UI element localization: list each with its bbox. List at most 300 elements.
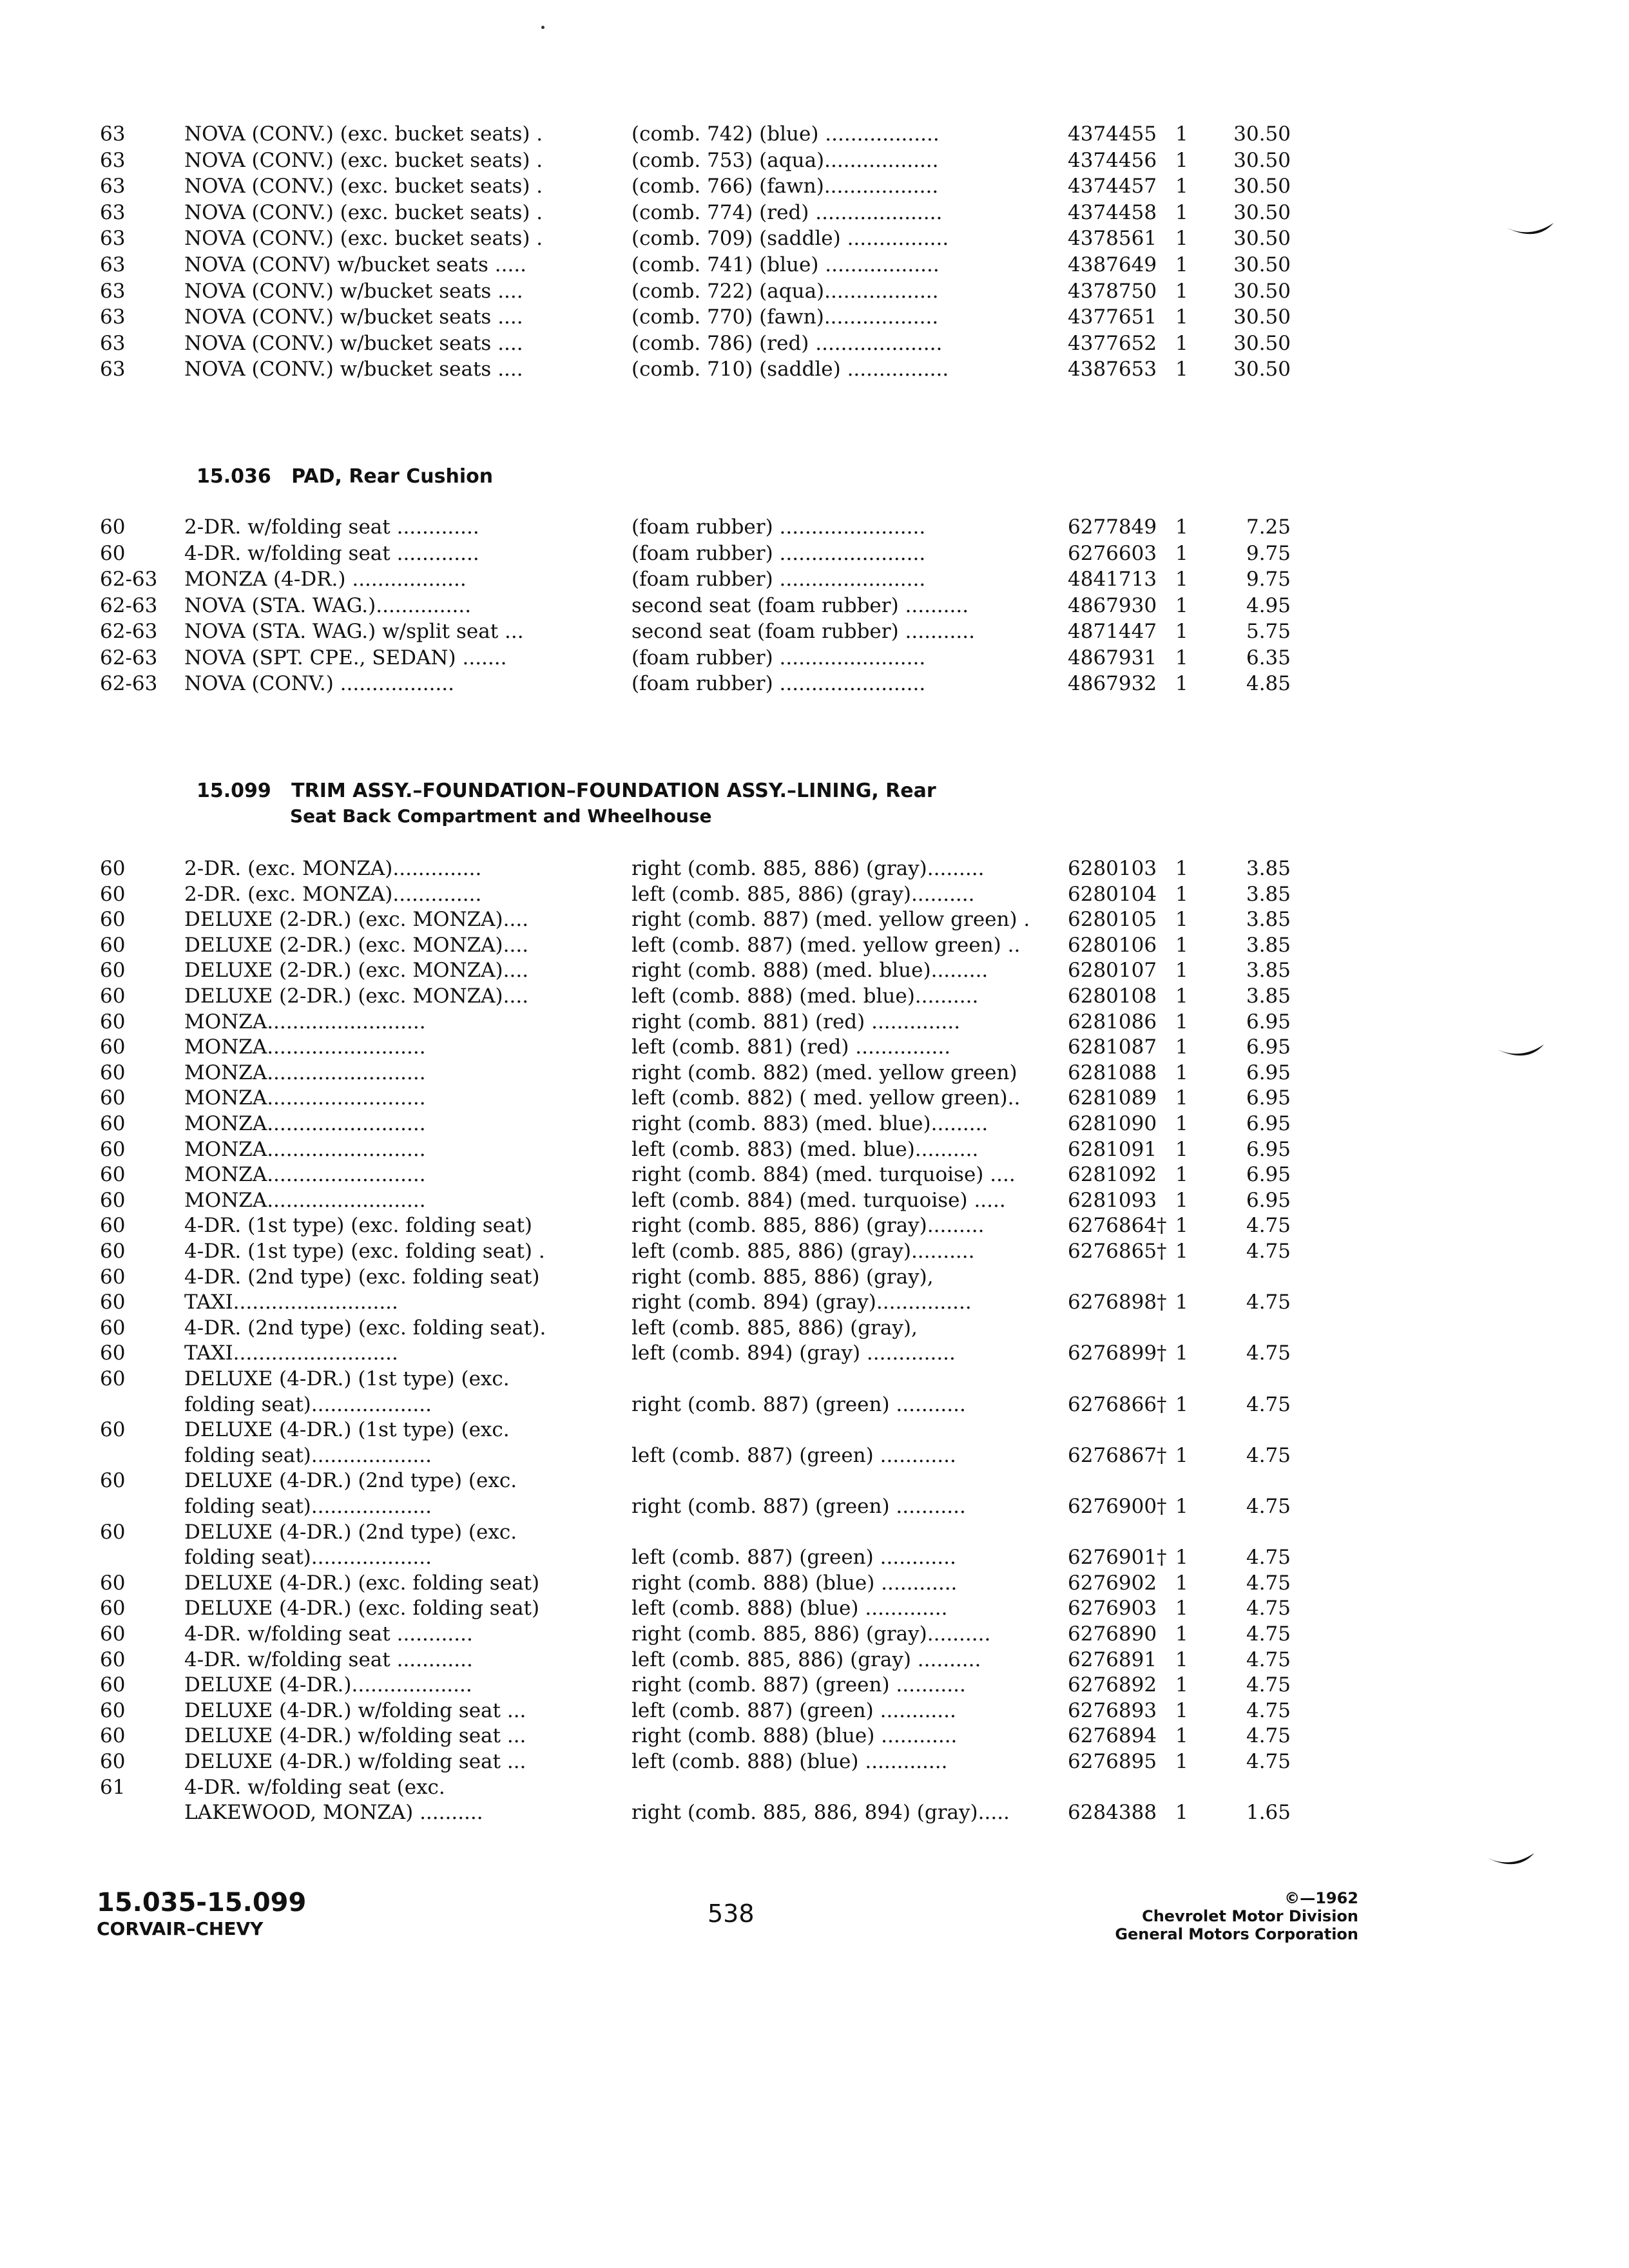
model-year: 60 <box>100 1240 126 1263</box>
model-description: DELUXE (4-DR.) (exc. folding seat) <box>184 1571 540 1595</box>
price: 3.85 <box>1246 933 1291 957</box>
quantity: 1 <box>1175 305 1188 329</box>
part-description: right (comb. 887) (med. yellow green) . <box>631 908 1030 932</box>
model-description: NOVA (CONV.) w/bucket seats .... <box>184 331 523 355</box>
model-description: NOVA (CONV.) w/bucket seats .... <box>184 279 523 303</box>
table-row <box>0 1392 1629 1418</box>
footer-series-text: CORVAIR–CHEVY <box>97 1918 264 1939</box>
part-description: (foam rubber) ....................... <box>631 672 926 695</box>
part-description: right (comb. 888) (med. blue)......... <box>631 959 988 983</box>
model-year: 63 <box>100 200 126 224</box>
table-row <box>0 1009 1629 1035</box>
model-description: DELUXE (2-DR.) (exc. MONZA).... <box>184 908 529 932</box>
model-year: 61 <box>100 1775 126 1799</box>
quantity: 1 <box>1175 1010 1188 1033</box>
quantity: 1 <box>1175 1341 1188 1365</box>
price: 4.75 <box>1246 1291 1291 1314</box>
table-row <box>0 907 1629 932</box>
table-row <box>0 200 1629 226</box>
part-description: (comb. 722) (aqua).................. <box>631 279 939 303</box>
model-description: NOVA (SPT. CPE., SEDAN) ....... <box>184 646 507 669</box>
part-number: 4867930 <box>1068 593 1157 617</box>
part-description: left (comb. 885, 886) (gray) .......... <box>631 1648 981 1671</box>
price: 4.75 <box>1246 1597 1291 1620</box>
model-description: 4-DR. (1st type) (exc. folding seat) <box>184 1214 533 1238</box>
part-number: 6280108 <box>1068 985 1157 1008</box>
section-heading-trim-assy <box>197 780 936 802</box>
model-year: 60 <box>100 1163 126 1187</box>
model-description: NOVA (CONV.) .................. <box>184 672 455 695</box>
model-year: 63 <box>100 358 126 381</box>
model-year: 63 <box>100 148 126 172</box>
part-number: 4871447 <box>1068 620 1157 643</box>
part-number: 6276901† <box>1068 1546 1167 1570</box>
quantity: 1 <box>1175 568 1188 591</box>
model-year: 62-63 <box>100 593 158 617</box>
price: 6.95 <box>1246 1188 1291 1212</box>
section-heading-pad-rear-cushion <box>197 465 493 488</box>
part-number: 6280105 <box>1068 908 1157 932</box>
model-year: 60 <box>100 1035 126 1059</box>
model-description: DELUXE (2-DR.) (exc. MONZA).... <box>184 933 529 957</box>
price: 30.50 <box>1233 227 1291 251</box>
model-description: NOVA (CONV.) (exc. bucket seats) . <box>184 148 543 172</box>
part-number: 4377651 <box>1068 305 1157 329</box>
quantity: 1 <box>1175 1291 1188 1314</box>
quantity: 1 <box>1175 1546 1188 1570</box>
part-description: (comb. 742) (blue) .................. <box>631 122 940 146</box>
quantity: 1 <box>1175 1673 1188 1697</box>
table-row <box>0 252 1629 278</box>
price: 6.95 <box>1246 1061 1291 1084</box>
model-year: 63 <box>100 253 126 276</box>
table-row <box>0 121 1629 147</box>
table-row <box>0 1111 1629 1137</box>
price: 30.50 <box>1233 253 1291 276</box>
part-number: 6276900† <box>1068 1495 1167 1518</box>
quantity: 1 <box>1175 1750 1188 1773</box>
model-description: NOVA (CONV.) (exc. bucket seats) . <box>184 175 543 198</box>
model-description: MONZA......................... <box>184 1061 426 1084</box>
part-description: left (comb. 888) (med. blue).......... <box>631 985 979 1008</box>
price: 4.75 <box>1246 1698 1291 1722</box>
part-number: 6280103 <box>1068 857 1157 880</box>
part-number: 4374457 <box>1068 175 1157 198</box>
quantity: 1 <box>1175 1137 1188 1161</box>
part-description: right (comb. 885, 886, 894) (gray)..... <box>631 1801 1010 1825</box>
part-description: right (comb. 881) (red) .............. <box>631 1010 961 1033</box>
table-row <box>0 1060 1629 1086</box>
quantity: 1 <box>1175 358 1188 381</box>
model-description: DELUXE (4-DR.) w/folding seat ... <box>184 1750 526 1773</box>
model-description: DELUXE (4-DR.) (2nd type) (exc. <box>184 1520 517 1544</box>
table-row <box>0 1187 1629 1213</box>
model-description: 4-DR. (2nd type) (exc. folding seat). <box>184 1316 546 1340</box>
model-description: folding seat)................... <box>184 1495 432 1518</box>
model-year: 60 <box>100 1291 126 1314</box>
part-description: right (comb. 884) (med. turquoise) .... <box>631 1163 1016 1187</box>
table-row <box>0 1366 1629 1392</box>
model-year: 60 <box>100 1622 126 1646</box>
table-row <box>0 514 1629 540</box>
price: 4.85 <box>1246 672 1291 695</box>
model-year: 60 <box>100 1597 126 1620</box>
part-description: left (comb. 888) (blue) ............. <box>631 1750 948 1773</box>
quantity: 1 <box>1175 331 1188 355</box>
model-description: DELUXE (4-DR.) (2nd type) (exc. <box>184 1469 517 1493</box>
price: 6.95 <box>1246 1035 1291 1059</box>
price: 30.50 <box>1233 175 1291 198</box>
footer-range <box>97 1888 306 1917</box>
part-number: 6281087 <box>1068 1035 1157 1059</box>
part-number: 6277849 <box>1068 515 1157 539</box>
part-number: 6281089 <box>1068 1086 1157 1110</box>
model-description: folding seat)................... <box>184 1392 432 1416</box>
table-row <box>0 645 1629 671</box>
part-description: left (comb. 885, 886) (gray).......... <box>631 1240 975 1263</box>
model-year: 62-63 <box>100 620 158 643</box>
quantity: 1 <box>1175 933 1188 957</box>
table-row <box>0 1137 1629 1162</box>
model-year: 62-63 <box>100 672 158 695</box>
table-row <box>0 1544 1629 1570</box>
model-description: DELUXE (4-DR.) w/folding seat ... <box>184 1724 526 1748</box>
table-row <box>0 1238 1629 1264</box>
table-row <box>0 148 1629 173</box>
part-description: left (comb. 885, 886) (gray).......... <box>631 882 975 906</box>
part-number: 6281090 <box>1068 1112 1157 1135</box>
part-number: 6276902 <box>1068 1571 1157 1595</box>
part-number: 6280104 <box>1068 882 1157 906</box>
table-row <box>0 1162 1629 1187</box>
part-number: 6276866† <box>1068 1392 1167 1416</box>
table-row <box>0 1723 1629 1749</box>
quantity: 1 <box>1175 1698 1188 1722</box>
quantity: 1 <box>1175 227 1188 251</box>
quantity: 1 <box>1175 1571 1188 1595</box>
part-description: (comb. 786) (red) .................... <box>631 331 943 355</box>
price: 4.75 <box>1246 1622 1291 1646</box>
model-description: TAXI.......................... <box>184 1291 398 1314</box>
part-number: 6276899† <box>1068 1341 1167 1365</box>
model-description: 4-DR. w/folding seat (exc. <box>184 1775 445 1799</box>
part-number: 4377652 <box>1068 331 1157 355</box>
model-year: 60 <box>100 1112 126 1135</box>
table-row <box>0 1264 1629 1290</box>
model-year: 60 <box>100 1520 126 1544</box>
part-number: 6280107 <box>1068 959 1157 983</box>
price: 4.75 <box>1246 1240 1291 1263</box>
table-row <box>0 671 1629 697</box>
price: 1.65 <box>1246 1801 1291 1825</box>
part-description: (comb. 766) (fawn).................. <box>631 175 939 198</box>
price: 3.85 <box>1246 985 1291 1008</box>
part-description: right (comb. 888) (blue) ............ <box>631 1724 958 1748</box>
part-number: 6276603 <box>1068 541 1157 565</box>
table-row <box>0 1034 1629 1060</box>
model-description: 4-DR. w/folding seat ............ <box>184 1648 473 1671</box>
model-description: MONZA (4-DR.) .................. <box>184 568 467 591</box>
model-description: 4-DR. (2nd type) (exc. folding seat) <box>184 1265 540 1289</box>
table-row <box>0 226 1629 251</box>
model-year: 60 <box>100 857 126 880</box>
table-row <box>0 1519 1629 1545</box>
table-row <box>0 541 1629 566</box>
footer-series <box>97 1918 263 1939</box>
model-description: folding seat)................... <box>184 1443 432 1467</box>
table-row <box>0 566 1629 592</box>
model-year: 60 <box>100 959 126 983</box>
part-description: left (comb. 887) (green) ............ <box>631 1698 956 1722</box>
model-year: 60 <box>100 1010 126 1033</box>
quantity: 1 <box>1175 646 1188 669</box>
part-number: 4841713 <box>1068 568 1157 591</box>
part-description: second seat (foam rubber) .......... <box>631 593 969 617</box>
part-number: 6276893 <box>1068 1698 1157 1722</box>
table-row <box>0 1698 1629 1724</box>
part-description: (comb. 741) (blue) .................. <box>631 253 940 276</box>
model-description: DELUXE (4-DR.) (exc. folding seat) <box>184 1597 540 1620</box>
table-row <box>0 1621 1629 1647</box>
section-subtitle: Seat Back Compartment and Wheelhouse <box>290 805 712 827</box>
model-description: MONZA......................... <box>184 1086 426 1110</box>
price: 3.85 <box>1246 857 1291 880</box>
quantity: 1 <box>1175 1622 1188 1646</box>
model-description: DELUXE (4-DR.) (1st type) (exc. <box>184 1367 510 1390</box>
part-description: left (comb. 884) (med. turquoise) ..... <box>631 1188 1006 1212</box>
copyright: ©—1962 <box>1284 1889 1358 1907</box>
price: 30.50 <box>1233 331 1291 355</box>
price: 6.95 <box>1246 1010 1291 1033</box>
part-description: right (comb. 888) (blue) ............ <box>631 1571 958 1595</box>
part-number: 4374456 <box>1068 148 1157 172</box>
section-title: TRIM ASSY.–FOUNDATION–FOUNDATION ASSY.–LINING, Rear <box>291 780 936 802</box>
part-number: 6276895 <box>1068 1750 1157 1773</box>
price: 6.95 <box>1246 1086 1291 1110</box>
part-description: right (comb. 885, 886) (gray).......... <box>631 1622 991 1646</box>
quantity: 1 <box>1175 593 1188 617</box>
model-description: MONZA......................... <box>184 1137 426 1161</box>
part-description: left (comb. 887) (med. yellow green) .. <box>631 933 1021 957</box>
part-description: left (comb. 887) (green) ............ <box>631 1443 956 1467</box>
quantity: 1 <box>1175 175 1188 198</box>
model-year: 60 <box>100 541 126 565</box>
part-number: 6281091 <box>1068 1137 1157 1161</box>
model-year: 63 <box>100 305 126 329</box>
speck-mark <box>541 26 545 29</box>
model-year: 60 <box>100 515 126 539</box>
model-description: DELUXE (2-DR.) (exc. MONZA).... <box>184 985 529 1008</box>
price: 9.75 <box>1246 568 1291 591</box>
price: 4.75 <box>1246 1750 1291 1773</box>
model-description: MONZA......................... <box>184 1010 426 1033</box>
part-number: 4374458 <box>1068 200 1157 224</box>
table-row <box>0 173 1629 199</box>
binder-hole-mark-3 <box>1485 1849 1537 1875</box>
page-number-text: 538 <box>708 1899 755 1928</box>
model-year: 60 <box>100 1750 126 1773</box>
quantity: 1 <box>1175 1392 1188 1416</box>
table-row <box>0 1085 1629 1111</box>
model-year: 60 <box>100 1418 126 1442</box>
model-year: 60 <box>100 1137 126 1161</box>
table-row <box>0 1213 1629 1238</box>
model-year: 60 <box>100 1367 126 1390</box>
table-row <box>0 304 1629 330</box>
quantity: 1 <box>1175 882 1188 906</box>
model-year: 63 <box>100 279 126 303</box>
section-number: 15.099 <box>197 780 271 802</box>
table-row <box>0 1443 1629 1468</box>
table-row <box>0 1749 1629 1774</box>
price: 30.50 <box>1233 200 1291 224</box>
part-description: right (comb. 887) (green) ........... <box>631 1673 966 1697</box>
price: 4.75 <box>1246 1724 1291 1748</box>
model-description: 2-DR. (exc. MONZA).............. <box>184 882 482 906</box>
table-row <box>0 957 1629 983</box>
part-description: (foam rubber) ....................... <box>631 646 926 669</box>
quantity: 1 <box>1175 1724 1188 1748</box>
part-number: 6276890 <box>1068 1622 1157 1646</box>
quantity: 1 <box>1175 985 1188 1008</box>
price: 4.75 <box>1246 1443 1291 1467</box>
quantity: 1 <box>1175 1801 1188 1825</box>
model-year: 60 <box>100 1188 126 1212</box>
part-description: right (comb. 887) (green) ........... <box>631 1495 966 1518</box>
quantity: 1 <box>1175 148 1188 172</box>
page-number <box>708 1899 755 1928</box>
model-year: 60 <box>100 1698 126 1722</box>
section-title: PAD, Rear Cushion <box>291 465 494 488</box>
model-description: DELUXE (4-DR.) w/folding seat ... <box>184 1698 526 1722</box>
model-year: 63 <box>100 331 126 355</box>
model-description: NOVA (STA. WAG.)............... <box>184 593 472 617</box>
model-description: folding seat)................... <box>184 1546 432 1570</box>
table-row <box>0 1289 1629 1315</box>
quantity: 1 <box>1175 1495 1188 1518</box>
model-year: 60 <box>100 1469 126 1493</box>
part-description: (comb. 774) (red) .................... <box>631 200 943 224</box>
model-description: MONZA......................... <box>184 1188 426 1212</box>
part-number: 4867931 <box>1068 646 1157 669</box>
section-subtitle-trim-assy <box>290 805 712 827</box>
price: 6.95 <box>1246 1112 1291 1135</box>
table-row <box>0 1800 1629 1825</box>
part-number: 6276864† <box>1068 1214 1167 1238</box>
quantity: 1 <box>1175 1597 1188 1620</box>
part-number: 6281088 <box>1068 1061 1157 1084</box>
part-description: (foam rubber) ....................... <box>631 541 926 565</box>
price: 6.95 <box>1246 1137 1291 1161</box>
model-description: 4-DR. (1st type) (exc. folding seat) . <box>184 1240 545 1263</box>
footer-copyright-block <box>1115 1889 1358 1943</box>
table-row <box>0 881 1629 907</box>
model-year: 60 <box>100 1086 126 1110</box>
price: 4.75 <box>1246 1546 1291 1570</box>
price: 30.50 <box>1233 279 1291 303</box>
table-row <box>0 856 1629 881</box>
part-number: 6276894 <box>1068 1724 1157 1748</box>
price: 9.75 <box>1246 541 1291 565</box>
part-description: (comb. 709) (saddle) ................ <box>631 227 949 251</box>
part-description: left (comb. 887) (green) ............ <box>631 1546 956 1570</box>
model-year: 60 <box>100 1316 126 1340</box>
model-description: DELUXE (2-DR.) (exc. MONZA).... <box>184 959 529 983</box>
part-description: right (comb. 883) (med. blue)......... <box>631 1112 988 1135</box>
model-description: DELUXE (4-DR.) (1st type) (exc. <box>184 1418 510 1442</box>
part-number: 6276892 <box>1068 1673 1157 1697</box>
model-year: 60 <box>100 1265 126 1289</box>
model-description: NOVA (CONV.) (exc. bucket seats) . <box>184 122 543 146</box>
model-description: 2-DR. w/folding seat ............. <box>184 515 479 539</box>
table-row <box>0 331 1629 356</box>
price: 30.50 <box>1233 122 1291 146</box>
model-description: MONZA......................... <box>184 1163 426 1187</box>
model-description: NOVA (CONV.) w/bucket seats .... <box>184 358 523 381</box>
part-number: 4387649 <box>1068 253 1157 276</box>
part-description: (foam rubber) ....................... <box>631 515 926 539</box>
model-year: 60 <box>100 1724 126 1748</box>
price: 6.95 <box>1246 1163 1291 1187</box>
table-row <box>0 1494 1629 1519</box>
model-description: NOVA (STA. WAG.) w/split seat ... <box>184 620 524 643</box>
price: 6.35 <box>1246 646 1291 669</box>
part-description: left (comb. 883) (med. blue).......... <box>631 1137 979 1161</box>
model-year: 60 <box>100 1648 126 1671</box>
part-number: 6281092 <box>1068 1163 1157 1187</box>
part-number: 4378750 <box>1068 279 1157 303</box>
model-description: NOVA (CONV.) w/bucket seats .... <box>184 305 523 329</box>
quantity: 1 <box>1175 541 1188 565</box>
model-year: 62-63 <box>100 568 158 591</box>
quantity: 1 <box>1175 1035 1188 1059</box>
part-number: 6281093 <box>1068 1188 1157 1212</box>
price: 4.75 <box>1246 1648 1291 1671</box>
quantity: 1 <box>1175 1443 1188 1467</box>
part-number: 6284388 <box>1068 1801 1157 1825</box>
part-description: (comb. 770) (fawn).................. <box>631 305 939 329</box>
price: 4.75 <box>1246 1571 1291 1595</box>
table-row <box>0 619 1629 644</box>
part-description: right (comb. 885, 886) (gray)......... <box>631 1214 985 1238</box>
footer-range-text: 15.035-15.099 <box>97 1888 307 1917</box>
table-row <box>0 1570 1629 1596</box>
part-number: 6276898† <box>1068 1291 1167 1314</box>
part-number: 6280106 <box>1068 933 1157 957</box>
table-row <box>0 1672 1629 1698</box>
price: 4.75 <box>1246 1341 1291 1365</box>
part-description: right (comb. 885, 886) (gray), <box>631 1265 934 1289</box>
model-description: 4-DR. w/folding seat ............. <box>184 541 479 565</box>
part-number: 6276867† <box>1068 1443 1167 1467</box>
quantity: 1 <box>1175 1086 1188 1110</box>
quantity: 1 <box>1175 515 1188 539</box>
quantity: 1 <box>1175 279 1188 303</box>
model-year: 63 <box>100 227 126 251</box>
part-description: left (comb. 881) (red) ............... <box>631 1035 951 1059</box>
part-description: (foam rubber) ....................... <box>631 568 926 591</box>
part-description: (comb. 710) (saddle) ................ <box>631 358 949 381</box>
part-description: right (comb. 885, 886) (gray)......... <box>631 857 985 880</box>
model-year: 60 <box>100 933 126 957</box>
quantity: 1 <box>1175 672 1188 695</box>
model-description: NOVA (CONV.) (exc. bucket seats) . <box>184 200 543 224</box>
part-number: 4374455 <box>1068 122 1157 146</box>
quantity: 1 <box>1175 857 1188 880</box>
table-row <box>0 593 1629 619</box>
quantity: 1 <box>1175 1163 1188 1187</box>
model-year: 60 <box>100 908 126 932</box>
